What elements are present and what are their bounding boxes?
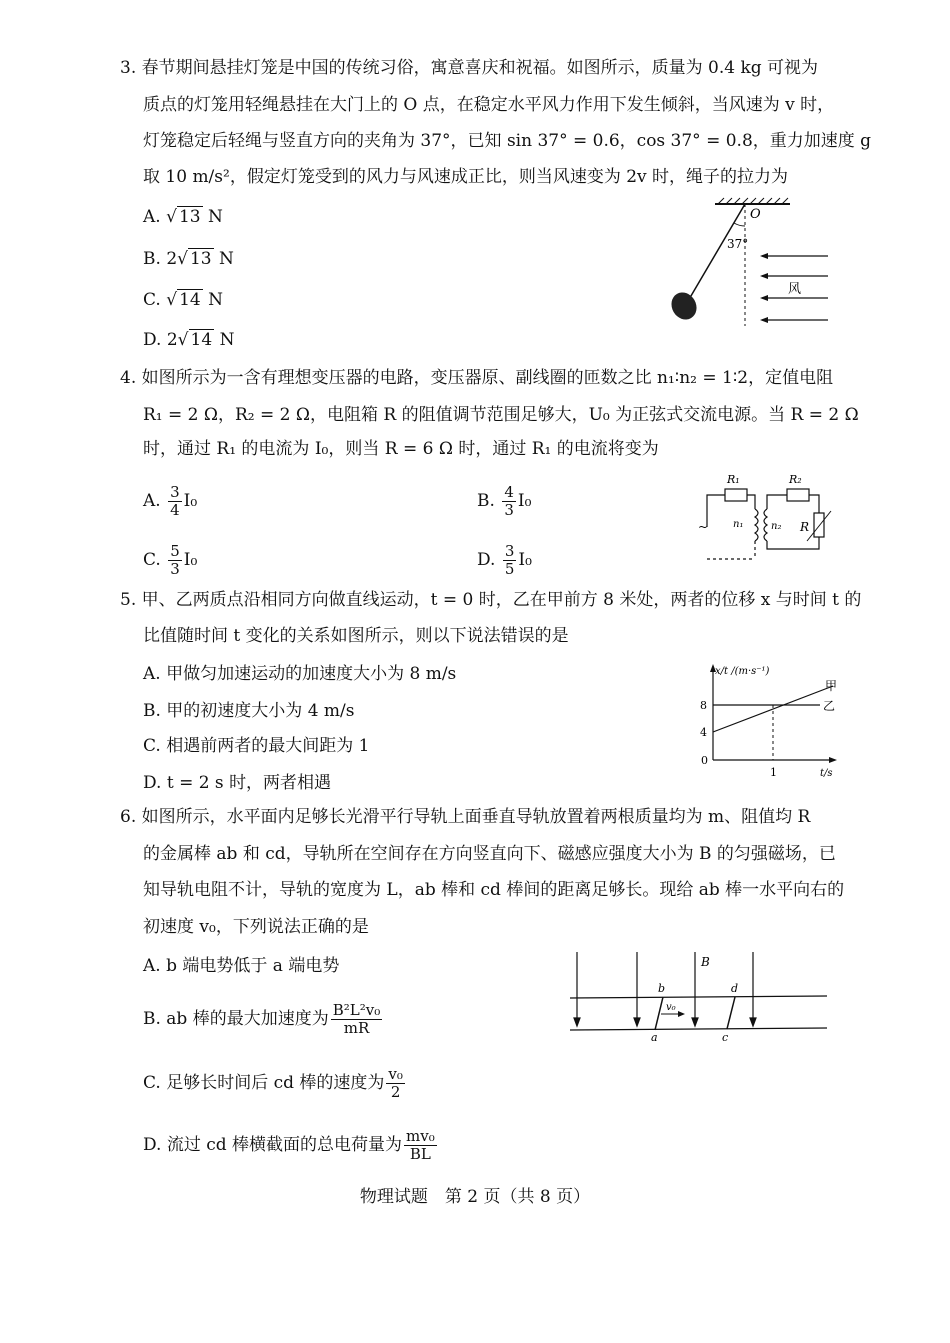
option-fraction xyxy=(168,484,182,519)
q6-stem-line-3: 知导轨电阻不计，导轨的宽度为 L，ab 棒和 cd 棒间的距离足够长。现给 ab 棒一水平向右的 xyxy=(143,880,845,900)
rails-figure xyxy=(565,950,835,1045)
q3-stem-line-1: 3. 春节期间悬挂灯笼是中国的传统习俗，寓意喜庆和祝福。如图所示，质量为 0.4 kg 可视为 xyxy=(120,58,819,78)
option-fraction xyxy=(386,1066,405,1101)
y-tick-8: 8 xyxy=(700,699,707,712)
ac-source-label: ~ xyxy=(698,520,709,534)
frac-den: 4 xyxy=(170,501,180,519)
option-fraction xyxy=(502,484,516,519)
r2-label: R₂ xyxy=(789,473,802,486)
option-fraction xyxy=(503,543,517,578)
xt-graph xyxy=(685,660,840,780)
resistor-box-r xyxy=(814,513,824,537)
q4-option-c[interactable] xyxy=(143,543,197,578)
b-field-label: B xyxy=(701,955,710,969)
option-var: I₀ xyxy=(517,491,532,511)
q5-option-a[interactable]: A. 甲做匀加速运动的加速度大小为 8 m/s xyxy=(143,664,457,684)
option-unit: N xyxy=(219,330,235,350)
q4-stem-line-2: R₁ = 2 Ω，R₂ = 2 Ω，电阻箱 R 的阻值调节范围足够大，U₀ 为正弦式交流电源。当 R = 2 Ω xyxy=(143,405,859,425)
option-var: I₀ xyxy=(183,550,198,570)
yi-label: 乙 xyxy=(823,699,836,713)
option-fraction xyxy=(168,543,182,578)
point-a-label: a xyxy=(651,1031,658,1044)
q3-option-b[interactable]: B. 2√ 13 N xyxy=(143,249,234,269)
frac-num: 3 xyxy=(504,542,515,560)
option-label: D. xyxy=(143,330,162,350)
angle-label: 37° xyxy=(727,237,749,251)
option-radicand: 14 xyxy=(179,290,201,310)
q5-stem-line-2: 比值随时间 t 变化的关系如图所示，则以下说法错误的是 xyxy=(143,626,569,646)
option-unit: N xyxy=(219,249,234,269)
q3-option-a[interactable]: A. √ 13 N xyxy=(143,207,223,227)
option-coef: 2 xyxy=(166,330,178,350)
point-b-label: b xyxy=(658,982,666,995)
q6-stem-line-4: 初速度 v₀，下列说法正确的是 xyxy=(143,917,369,937)
frac-num: B²L²v₀ xyxy=(332,1001,381,1019)
secondary-coil xyxy=(764,509,767,541)
point-d-label: d xyxy=(731,982,739,995)
q5-option-b[interactable]: B. 甲的初速度大小为 4 m/s xyxy=(143,701,355,721)
q6-option-a[interactable]: A. b 端电势低于 a 端电势 xyxy=(143,956,340,976)
x-tick-1: 1 xyxy=(770,766,777,779)
rail-top xyxy=(570,996,827,998)
option-radicand: 14 xyxy=(190,330,213,350)
q4-stem-line-1: 4. 如图所示为一含有理想变压器的电路，变压器原、副线圈的匝数之比 n₁∶n₂ = 1∶2，定值电阻 xyxy=(120,368,834,388)
option-text: D. 流过 cd 棒横截面的总电荷量为 xyxy=(143,1135,403,1155)
wind-label: 风 xyxy=(788,282,802,297)
jia-label: 甲 xyxy=(825,679,838,693)
n1-label: n₁ xyxy=(733,519,744,530)
frac-den: BL xyxy=(409,1145,431,1163)
q6-option-d[interactable] xyxy=(143,1128,439,1163)
q4-stem-line-3: 时，通过 R₁ 的电流为 I₀，则当 R = 6 Ω 时，通过 R₁ 的电流将变为 xyxy=(143,439,659,459)
option-label: A. xyxy=(143,491,161,511)
q3-stem-line-4: 取 10 m/s²，假定灯笼受到的风力与风速成正比，则当风速变为 2v 时，绳子的拉力为 xyxy=(143,167,789,187)
q5-stem-line-1: 5. 甲、乙两质点沿相同方向做直线运动，t = 0 时，乙在甲前方 8 米处，两者的位移 x 与时间 t 的 xyxy=(120,590,862,610)
option-fraction xyxy=(331,1002,383,1037)
r-label: R xyxy=(800,520,810,534)
frac-num: 5 xyxy=(170,542,180,560)
option-label: B. xyxy=(143,249,161,269)
frac-num: v₀ xyxy=(388,1065,403,1083)
q3-stem-line-2: 质点的灯笼用轻绳悬挂在大门上的 O 点，在稳定水平风力作用下发生倾斜，当风速为 v 时， xyxy=(143,95,835,115)
q5-option-c[interactable]: C. 相遇前两者的最大间距为 1 xyxy=(143,736,370,756)
rod-cd xyxy=(727,997,735,1029)
option-unit: N xyxy=(207,207,223,227)
n2-label: n₂ xyxy=(771,521,782,532)
x-axis-label: t/s xyxy=(820,768,833,779)
y-axis-label: x/t /(m·s⁻¹) xyxy=(715,666,770,677)
option-label: B. xyxy=(477,491,495,511)
option-label: D. xyxy=(477,550,496,570)
option-radicand: 13 xyxy=(189,249,212,269)
rail-bottom xyxy=(570,1028,827,1030)
origin-label: 0 xyxy=(701,754,708,767)
y-tick-4: 4 xyxy=(700,726,707,739)
q6-option-b[interactable] xyxy=(143,1002,384,1037)
option-label: C. xyxy=(143,550,161,570)
frac-num: 3 xyxy=(170,483,180,501)
frac-den: mR xyxy=(343,1019,370,1037)
v0-label: v₀ xyxy=(666,1002,676,1013)
point-c-label: c xyxy=(722,1031,729,1044)
resistor-r1 xyxy=(725,489,747,501)
page-footer: 物理试题 第 2 页（共 8 页） xyxy=(359,1187,591,1207)
frac-den: 2 xyxy=(390,1083,401,1101)
r1-label: R₁ xyxy=(727,473,740,486)
transformer-circuit xyxy=(695,467,835,567)
rope xyxy=(688,204,745,301)
frac-num: 4 xyxy=(504,483,514,501)
q6-stem-line-1: 6. 如图所示，水平面内足够长光滑平行导轨上面垂直导轨放置着两根质量均为 m、阻值均 R xyxy=(120,807,811,827)
frac-den: 3 xyxy=(504,501,514,519)
lantern-figure xyxy=(660,196,840,336)
angle-arc xyxy=(734,223,745,226)
resistor-r2 xyxy=(787,489,809,501)
primary-coil xyxy=(755,509,758,541)
option-radicand: 13 xyxy=(178,207,201,227)
q6-option-c[interactable] xyxy=(143,1066,407,1101)
point-o-label: O xyxy=(750,207,761,222)
option-label: C. xyxy=(143,290,161,310)
frac-den: 3 xyxy=(170,560,180,578)
option-var: I₀ xyxy=(518,550,532,570)
q4-option-a[interactable] xyxy=(143,484,197,519)
option-var: I₀ xyxy=(183,491,198,511)
lantern xyxy=(667,288,702,324)
option-unit: N xyxy=(208,290,223,310)
option-fraction xyxy=(404,1128,437,1163)
q3-stem-line-3: 灯笼稳定后轻绳与竖直方向的夹角为 37°，已知 sin 37° = 0.6，cos 37° = 0.8，重力加速度 g xyxy=(143,131,872,151)
option-coef: 2 xyxy=(166,249,178,269)
q6-stem-line-2: 的金属棒 ab 和 cd，导轨所在空间存在方向竖直向下、磁感应强度大小为 B 的匀强磁场，已 xyxy=(143,844,836,864)
frac-den: 5 xyxy=(504,560,515,578)
q4-option-b[interactable] xyxy=(477,484,531,519)
frac-num: mv₀ xyxy=(406,1127,435,1145)
q5-option-d[interactable]: D. t = 2 s 时，两者相遇 xyxy=(143,773,332,793)
option-text: C. 足够长时间后 cd 棒的速度为 xyxy=(143,1073,385,1093)
q3-option-d[interactable]: D. 2√ 14 N xyxy=(143,330,235,350)
option-label: A. xyxy=(143,207,161,227)
option-text: B. ab 棒的最大加速度为 xyxy=(143,1009,329,1029)
q4-option-d[interactable] xyxy=(477,543,532,578)
q3-option-c[interactable]: C. √ 14 N xyxy=(143,290,223,310)
